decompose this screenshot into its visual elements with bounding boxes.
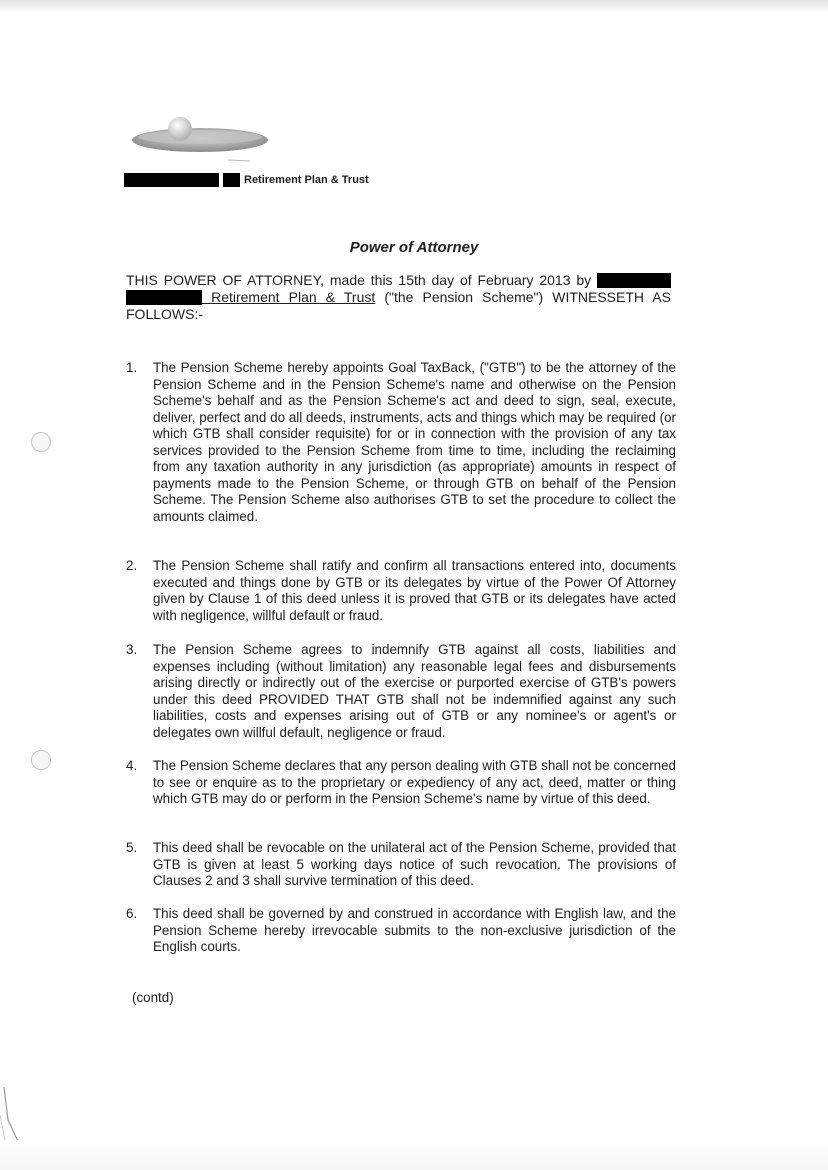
intro-paragraph	[126, 272, 671, 323]
clause-text: The Pension Scheme agrees to indemnify GTB against all costs, liabilities and expenses including (without limitation) any reasonable legal fees and disbursements arising directly or indirectly out of the exercise or purported exercise of GTB's powers under this deed PROVIDED THAT GTB shall not be indemnified against any such liabilities, costs and expenses arising out of GTB or any nominee's or agent's or delegates own willful default, negligence or fraud.	[153, 642, 676, 740]
intro-org-name: Retirement Plan & Trust	[211, 289, 376, 305]
clause-number: 4.	[126, 758, 138, 773]
document-title: Power of Attorney	[349, 239, 479, 256]
intro-text-2: ("the Pension Scheme") WITNESSETH AS FOLLOWS:-	[126, 289, 671, 322]
clause-text: The Pension Scheme shall ratify and confirm all transactions entered into, documents executed and things done by GTB or its delegates by virtue of the Power Of Attorney given by Clause 1 of this deed unless it is proved that GTB or its delegates have acted with negligence, willful default or fraud.	[153, 558, 676, 623]
clause-number: 3.	[126, 642, 138, 657]
company-logo	[132, 114, 272, 166]
punch-hole-mark	[31, 750, 51, 770]
clause-text: This deed shall be governed by and construed in accordance with English law, and the Pension Scheme hereby irrevocable submits to the non-exclusive jurisdiction of the English courts.	[153, 906, 676, 954]
scan-shadow-top	[0, 0, 828, 13]
clause-item	[126, 840, 676, 890]
clause-item	[126, 906, 676, 956]
redaction-block	[597, 273, 671, 288]
redaction-block	[223, 173, 240, 187]
letterhead-org-name: Retirement Plan & Trust	[244, 174, 369, 186]
redaction-block	[124, 173, 219, 187]
redaction-block	[126, 290, 202, 305]
punch-hole-mark	[31, 432, 51, 452]
clause-text: The Pension Scheme declares that any person dealing with GTB shall not be concerned to see or enquire as to the proprietary or expediency of any act, deed, matter or thing which GTB may do or perform in the Pension Scheme's name by virtue of this deed.	[153, 758, 676, 806]
clause-item	[126, 360, 676, 525]
scan-shadow-bottom	[0, 1140, 828, 1170]
clause-text: The Pension Scheme hereby appoints Goal TaxBack, ("GTB") to be the attorney of the Pension Scheme and in the Pension Scheme's name and otherwise on the Pension Scheme's behalf and as the Pension Scheme's act and deed to sign, seal, execute, deliver, perfect and do all deeds, instruments, acts and things which may be required (or which GTB shall consider requisite) for or in connection with the provision of any tax services provided to the Pension Scheme from time to time, including the reclaiming from any taxation authority in any jurisdiction (as appropriate) amounts in respect of payments made to the Pension Scheme, or through GTB on behalf of the Pension Scheme. The Pension Scheme also authorises GTB to set the procedure to collect the amounts claimed.	[153, 360, 676, 524]
clause-number: 2.	[126, 558, 138, 573]
letterhead	[124, 172, 369, 188]
continued-marker: (contd)	[132, 990, 174, 1005]
clause-item	[126, 642, 676, 741]
clause-item	[126, 758, 676, 808]
clause-text: This deed shall be revocable on the unilateral act of the Pension Scheme, provided that GTB is given at least 5 working days notice of such revocation. The provisions of Clauses 2 and 3 shall survive termination of this deed.	[153, 840, 676, 888]
clause-item	[126, 558, 676, 624]
clause-number: 6.	[126, 906, 138, 921]
clause-number: 5.	[126, 840, 138, 855]
clause-number: 1.	[126, 360, 138, 375]
intro-text-1: THIS POWER OF ATTORNEY, made this 15th day of February 2013 by	[126, 272, 592, 288]
